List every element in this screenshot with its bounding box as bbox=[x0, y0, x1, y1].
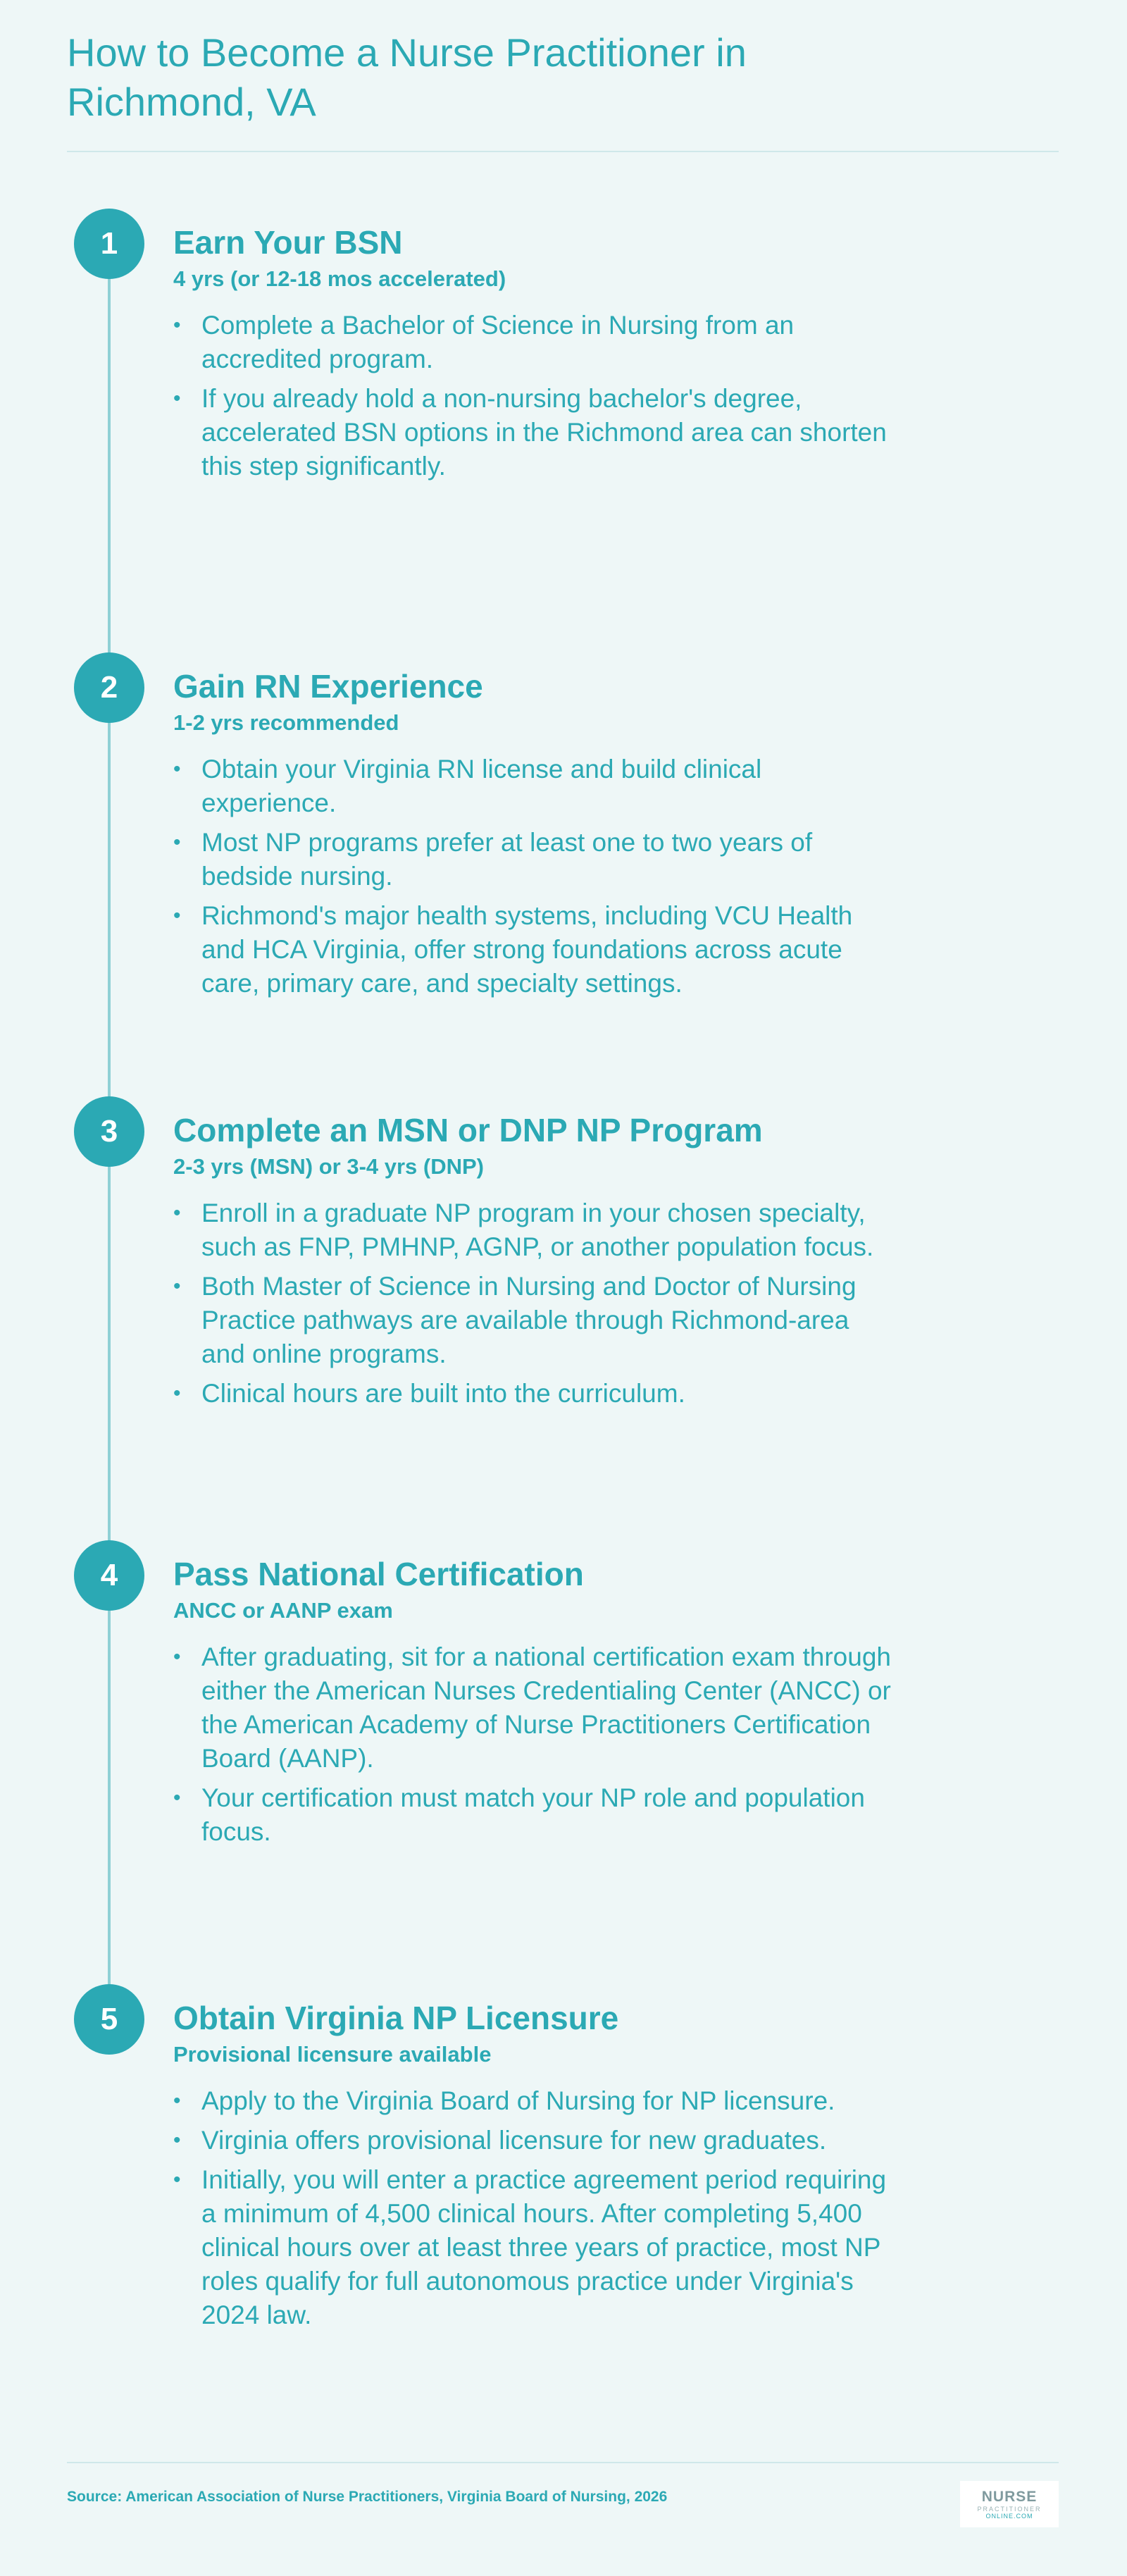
step-bullet: • Virginia offers provisional licensure for new graduates. bbox=[173, 2124, 892, 2157]
step-content bbox=[173, 1110, 892, 1416]
step-number-badge: 4 bbox=[74, 1540, 144, 1611]
logo-text-domain: ONLINE.COM bbox=[985, 2513, 1033, 2520]
page-title: How to Become a Nurse Practitioner in Richmond, VA bbox=[67, 30, 747, 124]
step-content bbox=[173, 667, 892, 1006]
logo-text-secondary: PRACTITIONER bbox=[977, 2506, 1042, 2513]
step-bullet: • Obtain your Virginia RN license and build clinical experience. bbox=[173, 753, 892, 820]
header-divider bbox=[67, 151, 1059, 152]
step-bullet-list bbox=[173, 2084, 892, 2332]
step-title: Complete an MSN or DNP NP Program bbox=[173, 1112, 763, 1148]
step-bullet-list bbox=[173, 753, 892, 1001]
step-duration: Provisional licensure available bbox=[173, 2042, 492, 2067]
step-bullet-list bbox=[173, 1640, 892, 1849]
step-bullet: • Apply to the Virginia Board of Nursing for NP licensure. bbox=[173, 2084, 892, 2118]
step-bullet: • Enroll in a graduate NP program in your chosen specialty, such as FNP, PMHNP, AGNP, or another population focus. bbox=[173, 1196, 892, 1264]
step-title: Obtain Virginia NP Licensure bbox=[173, 2000, 619, 2036]
footer-divider bbox=[67, 2462, 1059, 2463]
step-duration: 4 yrs (or 12-18 mos accelerated) bbox=[173, 266, 506, 291]
source-citation: Source: American Association of Nurse Practitioners, Virginia Board of Nursing, 2026 bbox=[67, 2489, 668, 2505]
step-title: Gain RN Experience bbox=[173, 668, 483, 705]
step-bullet: • Richmond's major health systems, including VCU Health and HCA Virginia, offer strong foundations across acute care, primary care, and specialty settings. bbox=[173, 899, 892, 1001]
step-bullet: • Your certification must match your NP role and population focus. bbox=[173, 1781, 892, 1849]
step-content bbox=[173, 1998, 892, 2338]
nurse-practitioner-online-logo bbox=[960, 2481, 1059, 2527]
step-bullet: • Clinical hours are built into the curriculum. bbox=[173, 1377, 892, 1411]
step-bullet: • After graduating, sit for a national certification exam through either the American Nurses Credentialing Center (ANCC) or the American Academy of Nurse Practitioners Certification Board (AANP). bbox=[173, 1640, 892, 1776]
step-bullet: • Complete a Bachelor of Science in Nursing from an accredited program. bbox=[173, 309, 892, 376]
step-number-badge: 3 bbox=[74, 1096, 144, 1167]
step-number-badge: 1 bbox=[74, 209, 144, 279]
step-duration: 1-2 yrs recommended bbox=[173, 710, 399, 735]
step-bullet: • If you already hold a non-nursing bachelor's degree, accelerated BSN options in the Richmond area can shorten this step significantly. bbox=[173, 382, 892, 483]
step-bullet: • Initially, you will enter a practice agreement period requiring a minimum of 4,500 clinical hours. After completing 5,400 clinical hours over at least three years of practice, most NP roles qualify for full autonomous practice under Virginia's 2024 law. bbox=[173, 2163, 892, 2332]
step-number-badge: 2 bbox=[74, 652, 144, 723]
step-content bbox=[173, 1554, 892, 1854]
step-title: Earn Your BSN bbox=[173, 224, 403, 261]
step-content bbox=[173, 223, 892, 489]
step-bullet: • Both Master of Science in Nursing and Doctor of Nursing Practice pathways are available through Richmond-area and online programs. bbox=[173, 1270, 892, 1371]
step-duration: ANCC or AANP exam bbox=[173, 1598, 393, 1623]
step-number-badge: 5 bbox=[74, 1984, 144, 2055]
step-title: Pass National Certification bbox=[173, 1556, 584, 1592]
step-duration: 2-3 yrs (MSN) or 3-4 yrs (DNP) bbox=[173, 1154, 485, 1179]
step-bullet-list bbox=[173, 1196, 892, 1411]
step-bullet-list bbox=[173, 309, 892, 483]
step-bullet: • Most NP programs prefer at least one to two years of bedside nursing. bbox=[173, 826, 892, 893]
logo-text-primary: NURSE bbox=[981, 2489, 1038, 2505]
